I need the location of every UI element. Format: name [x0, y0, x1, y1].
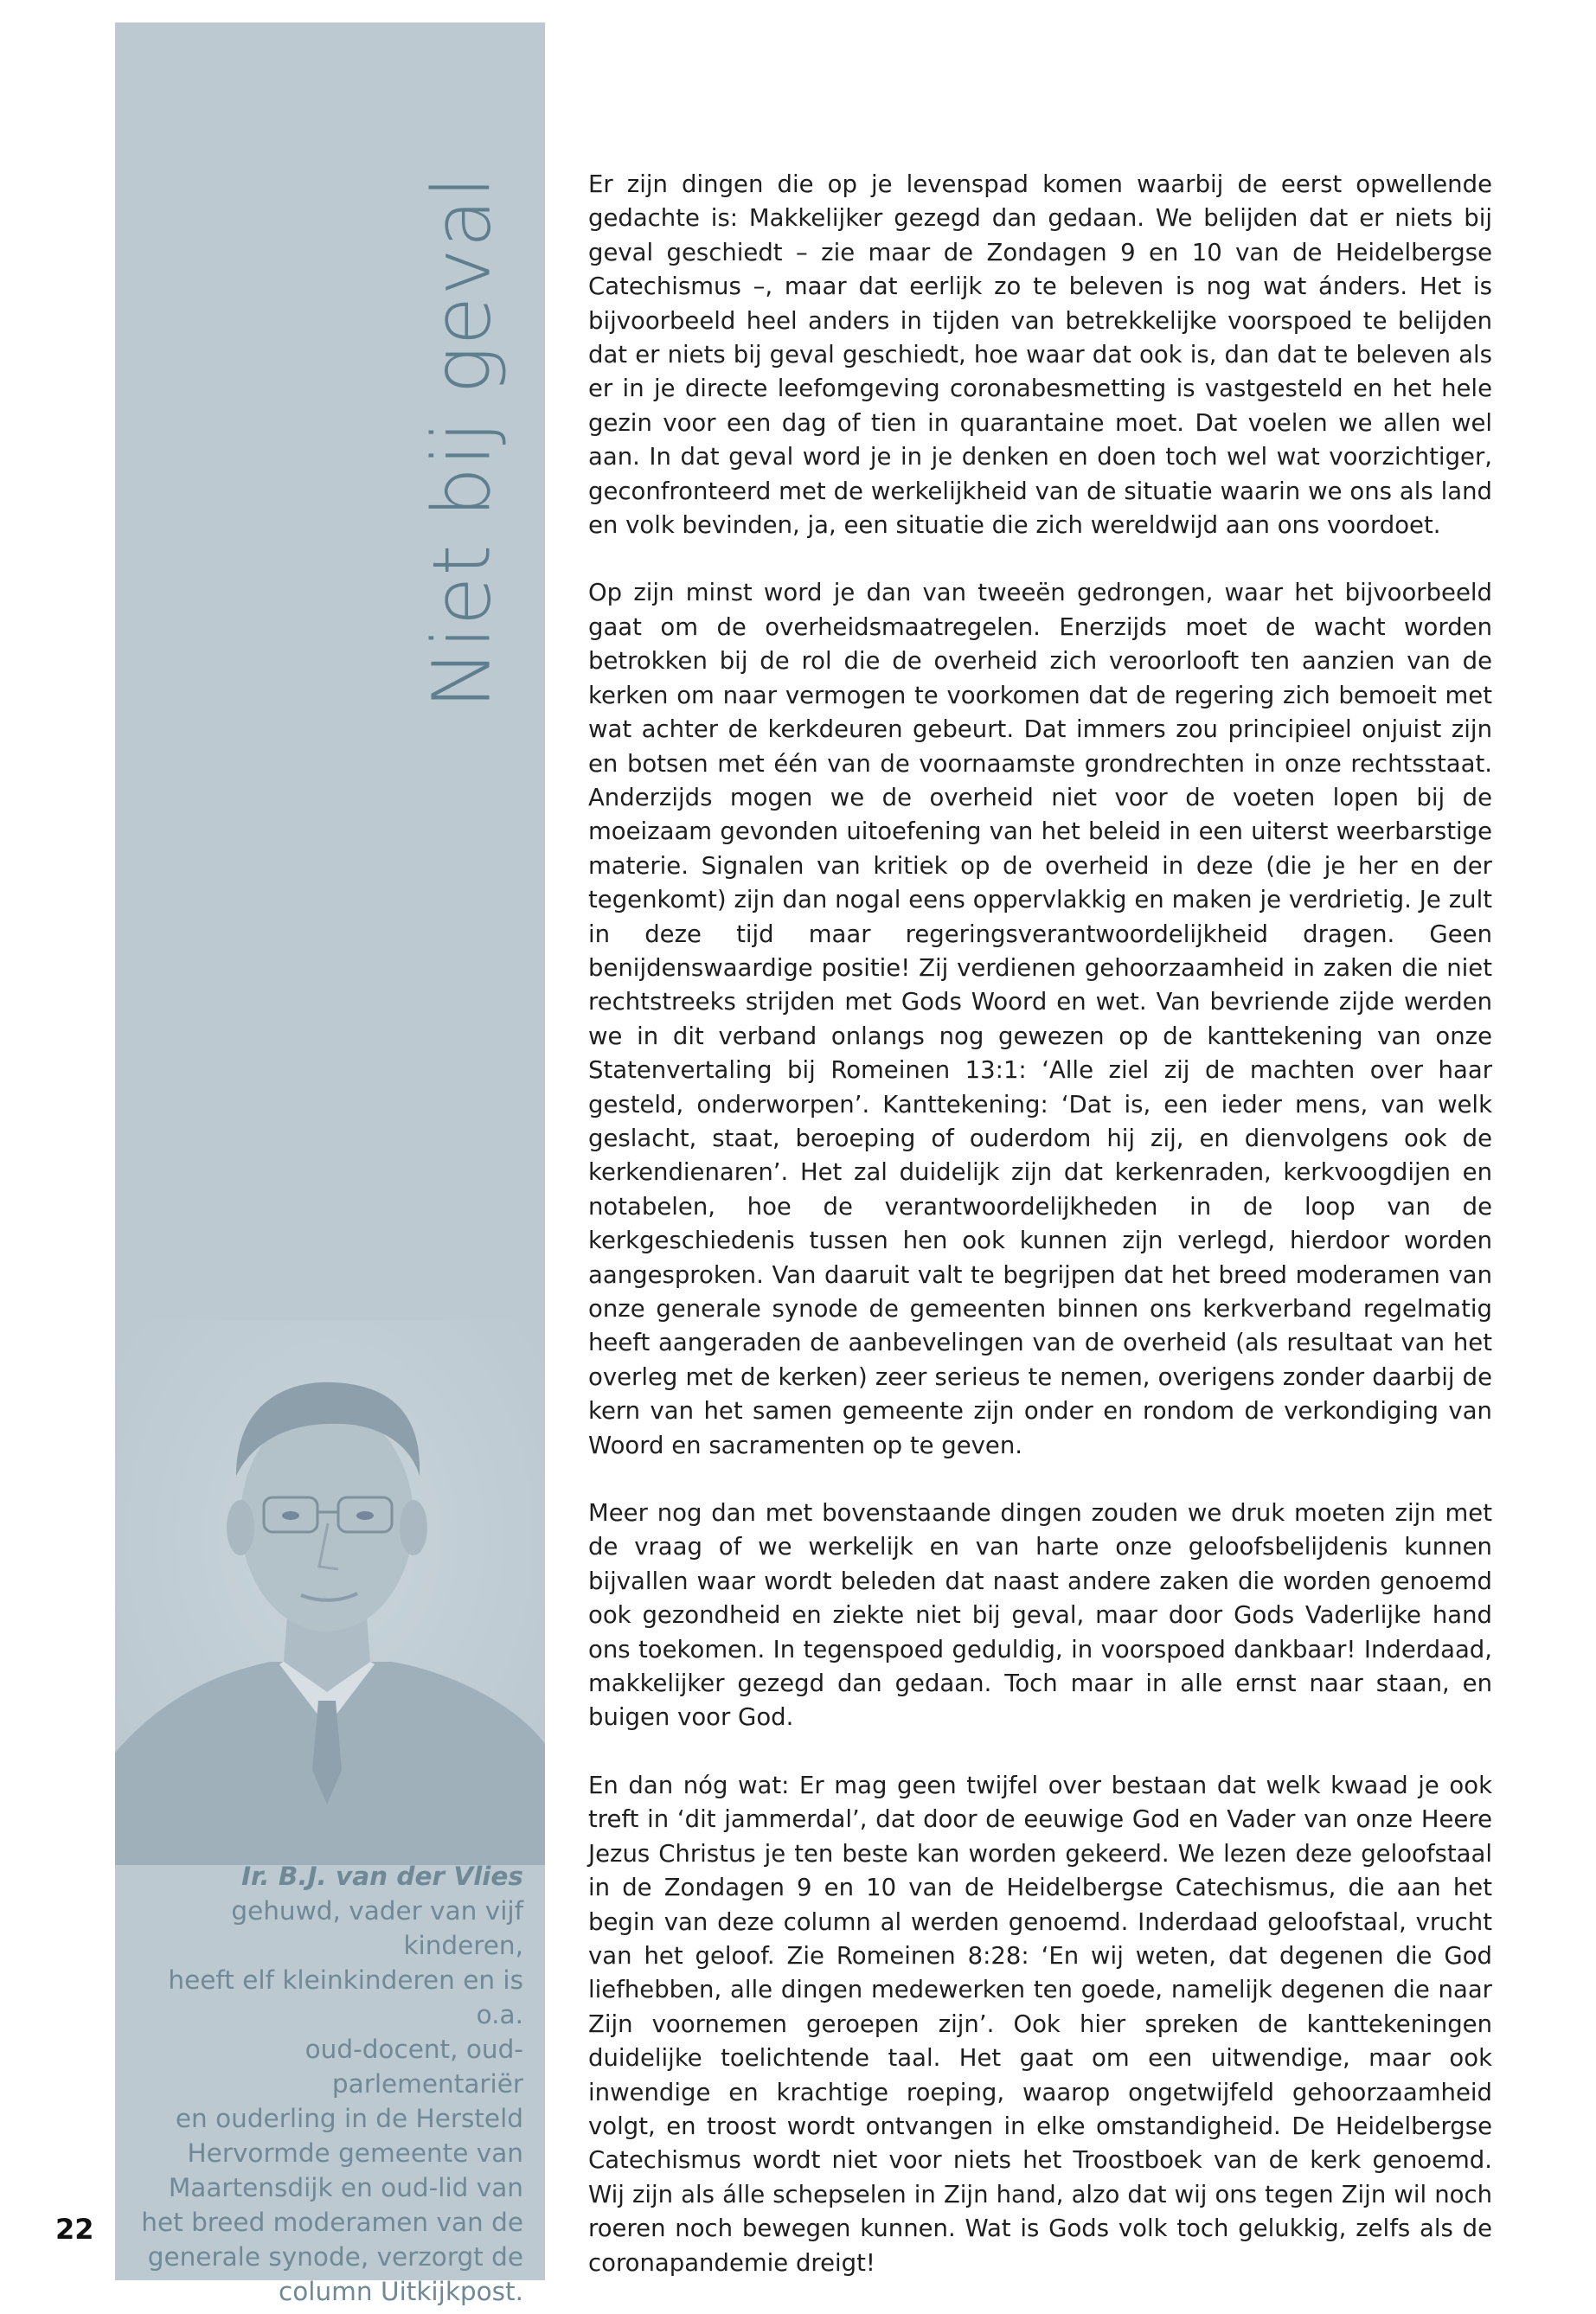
bio-line: en ouderling in de Hersteld: [175, 2104, 523, 2133]
article-title-vertical: [414, 175, 510, 709]
article-title: Niet bij geval: [415, 175, 509, 709]
article-body: [588, 168, 1492, 2314]
bio-line: column Uitkijkpost.: [279, 2277, 523, 2306]
bio-line: Maartensdijk en oud-lid van: [168, 2173, 523, 2202]
page-number: 22: [55, 2213, 94, 2246]
bio-line: generale synode, verzorgt de: [147, 2242, 523, 2272]
author-portrait: [115, 1320, 545, 1865]
bio-line: heeft elf kleinkinderen en is o.a.: [168, 1965, 523, 2029]
bio-line: oud-docent, oud-parlementariër: [304, 2035, 523, 2099]
bio-line: Hervormde gemeente van: [187, 2138, 523, 2168]
article-paragraph: Op zijn minst word je dan van tweeën gedrongen, waar het bijvoorbeeld gaat om de overheidsmaatregelen. Enerzijds moet de wacht worden betrokken bij de rol die de overheid zich veroorlooft ten aanzien van de kerken om naar vermogen te voorkomen dat de regering zich bemoeit met wat achter de kerkdeuren gebeurt. Dat immers zou principieel onjuist zijn en botsen met één van de voornaamste grondrechten in onze rechtsstaat. Anderzijds mogen we de overheid niet voor de voeten lopen bij de moeizaam gevonden uitoefening van het beleid in een uiterst weerbarstige materie. Signalen van kritiek op de overheid in deze (die je her en der tegenkomt) zijn dan nogal eens oppervlakkig en maken je verdrietig. Je zult in deze tijd maar regeringsverantwoordelijkheid dragen. Geen benijdenswaardige positie! Zij verdienen gehoorzaamheid in zaken die niet rechtstreeks strijden met Gods Woord en wet. Van bevriende zijde werden we in dit verband onlangs nog gewezen op de kanttekening van onze Statenvertaling bij Romeinen 13:1: ‘Alle ziel zij de machten over haar gesteld, onderworpen’. Kanttekening: ‘Dat is, een ieder mens, van welk geslacht, staat, beroeping of ouderdom hij zij, en dienvolgens ook de kerkendienaren’. Het zal duidelijk zijn dat kerkenraden, kerkvoogdijen en notabelen, hoe de verantwoordelijkheden in de loop van de kerkgeschiedenis tussen hen ook kunnen zijn verlegd, hierdoor worden aangesproken. Van daaruit valt te begrijpen dat het breed moderamen van onze generale synode de gemeenten binnen ons kerkverband regelmatig heeft aangeraden de aanbevelingen van de overheid (als resultaat van het overleg met de kerken) zeer serieus te nemen, overigens zonder daarbij de kern van het samen gemeente zijn onder en rondom de verkondiging van Woord en sacramenten op te geven.: [588, 579, 1492, 1459]
article-paragraph: Meer nog dan met bovenstaande dingen zouden we druk moeten zijn met de vraag of we werkelijk en van harte onze geloofsbelijdenis kunnen bijvallen waar wordt beleden dat naast andere zaken die worden genoemd ook gezondheid en ziekte niet bij geval, maar door Gods Vaderlijke hand ons toekomen. In tegenspoed geduldig, in voorspoed dankbaar! Inderdaad, makkelijker gezegd dan gedaan. Toch maar in alle ernst naar staan, en buigen voor God.: [588, 1499, 1492, 1732]
author-bio: [141, 1859, 523, 2309]
bio-line: het breed moderamen van de: [141, 2208, 523, 2237]
bio-line: gehuwd, vader van vijf kinderen,: [231, 1896, 523, 1960]
article-paragraph: Er zijn dingen die op je levenspad komen waarbij de eerst opwellende gedachte is: Makkelijker gezegd dan gedaan. We belijden dat er niets bij geval geschiedt – zie maar de Zondagen 9 en 10 van de Heidelbergse Catechismus –, maar dat eerlijk zo te beleven is nog wat ánders. Het is bijvoorbeeld heel anders in tijden van betrekkelijke voorspoed te belijden dat er niets bij geval geschiedt, hoe waar dat ook is, dan dat te beleven als er in je directe leefomgeving coronabesmetting is vastgesteld en het hele gezin voor een dag of tien in quarantaine moet. Dat voelen we allen wel aan. In dat geval word je in je denken en doen toch wel wat voorzichtiger, geconfronteerd met de werkelijkheid van de situatie waarin we ons als land en volk bevinden, ja, een situatie die zich wereldwijd aan ons voordoet.: [588, 170, 1492, 540]
article-paragraph: En dan nóg wat: Er mag geen twijfel over bestaan dat welk kwaad je ook treft in ‘dit jammerdal’, dat door de eeuwige God en Vader van onze Heere Jezus Christus je ten beste kan worden gekeerd. We lezen deze geloofstaal in de Zondagen 9 en 10 van de Heidelbergse Catechismus, die aan het begin van deze column al werden genoemd. Inderdaad geloofstaal, vrucht van het geloof. Zie Romeinen 8:28: ‘En wij weten, dat degenen die God liefhebben, alle dingen medewerken ten goede, namelijk degenen die naar Zijn voornemen geroepen zijn’. Ook hier spreken de kanttekeningen duidelijke toelichtende taal. Het gaat om een uitwendige, maar ook inwendige en krachtige roeping, waarop ongetwijfeld gehoorzaamheid volgt, en troost wordt ontvangen in elke omstandigheid. De Heidelbergse Catechismus wordt niet voor niets het Troostboek van de kerk genoemd. Wij zijn als álle schepselen in Zijn hand, alzo dat wij ons tegen Zijn wil noch roeren noch bewegen kunnen. Wat is Gods volk toch gelukkig, zelfs als de coronapandemie dreigt!: [588, 1771, 1492, 2277]
sidebar-panel: [115, 22, 545, 2306]
author-name: Ir. B.J. van der Vlies: [241, 1862, 523, 1891]
